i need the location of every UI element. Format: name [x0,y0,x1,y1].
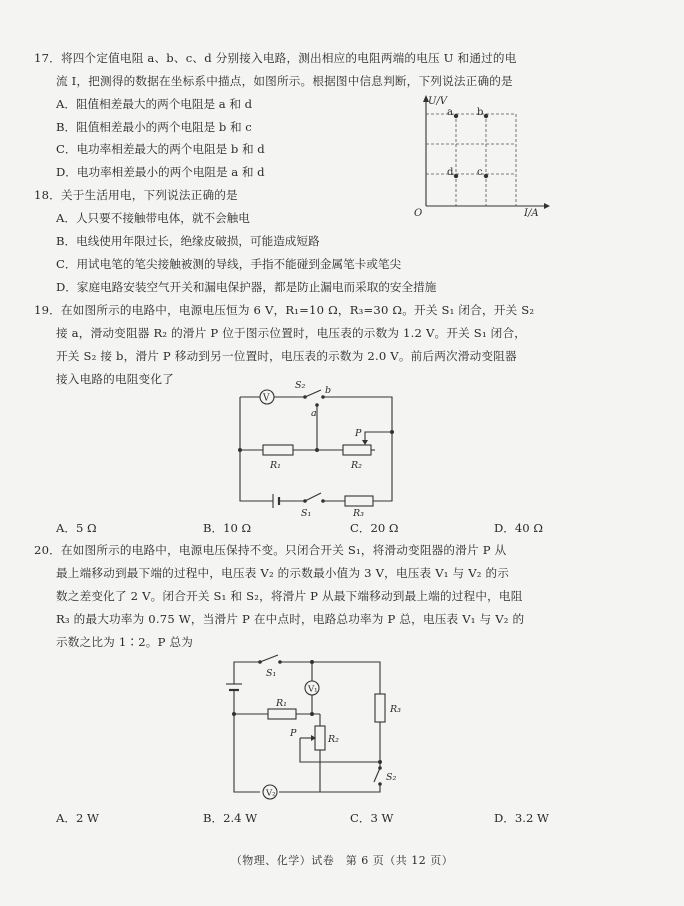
q18-option-b: B．电线使用年限过长，绝缘皮破损，可能造成短路 [56,234,320,248]
slider-arrow [362,440,368,445]
r1-label: R₁ [270,460,281,471]
s2-label: S₂ [386,772,397,783]
x-axis-arrow [544,203,550,209]
point-c [484,174,488,178]
r3-label: R₃ [390,704,401,715]
data-points [447,107,488,178]
q20-stem-line-1: 20．在如图所示的电路中，电源电压保持不变。只闭合开关 S₁，将滑动变阻器的滑片 P 从 [34,543,507,557]
q18-option-d: D．家庭电路安装空气开关和漏电保护器，都是防止漏电而采取的安全措施 [56,280,437,294]
s1-label: S₁ [301,508,312,518]
point-label-c: c [477,167,483,178]
q17-option-d: D．电功率相差最小的两个电阻是 a 和 d [56,165,265,179]
grid [426,114,516,206]
r2-label: R₂ [351,460,362,471]
q17-option-c: C．电功率相差最大的两个电阻是 b 和 d [56,142,265,156]
q19-stem-line-4: 接入电路的电阻变化了 [56,372,174,386]
r1-label: R₁ [276,698,287,709]
origin-label: O [414,208,423,218]
point-b [484,114,488,118]
q19-stem-line-2: 接 a，滑动变阻器 R₂ 的滑片 P 位于图示位置时，电压表的示数为 1.2 V。开关 S₁ 闭合， [56,326,527,340]
r3-label: R₃ [353,508,364,518]
r1-resistor [263,445,293,455]
x-axis-label: I/A [524,208,539,218]
s2-switch-blade [305,390,321,397]
q20-stem-line-2: 最上端移动到最下端的过程中，电压表 V₂ 的示数最小值为 3 V，电压表 V₁ 与 V₂ 的示 [56,566,510,580]
q19-option-c: C．20 Ω [350,521,399,535]
r2-rheostat [315,726,325,750]
q18-option-a: A．人只要不接触带电体，就不会触电 [56,211,250,225]
q17-option-a: A．阻值相差最大的两个电阻是 a 和 d [56,97,253,111]
q20-stem-line-3: 数之差变化了 2 V。闭合开关 S₁ 和 S₂，将滑片 P 从最下端移动到最上端的过程中，电阻 [56,589,523,603]
q19-option-d: D．40 Ω [494,521,543,535]
q18-option-c: C．用试电笔的笔尖接触被测的导线，手指不能碰到金属笔卡或笔尖 [56,257,402,271]
q17-stem-line-1: 17．将四个定值电阻 a、b、c、d 分别接入电路，测出相应的电阻两端的电压 U 和通过的电 [34,51,517,65]
point-label-d: d [447,167,454,178]
r2-rheostat [343,445,371,455]
v1-label: V₁ [308,684,318,695]
point-d [454,174,458,178]
s2-switch-blade [374,768,380,782]
s1-switch-blade [305,493,321,501]
y-axis-label: U/V [428,96,448,107]
s1-switch-blade [260,655,278,662]
page-footer: （物理、化学）试卷 第 6 页（共 12 页） [230,854,454,867]
point-a [454,114,458,118]
q19-circuit-diagram [225,378,415,518]
r3-resistor [345,496,373,506]
r1-resistor [268,709,296,719]
q17-ui-graph [404,92,554,218]
slider-p-label: P [355,428,362,439]
q20-option-d: D．3.2 W [494,811,549,825]
q20-circuit-diagram [220,652,420,802]
q17-option-b: B．阻值相差最小的两个电阻是 b 和 c [56,120,252,134]
v2-label: V₂ [266,788,276,799]
q19-option-b: B．10 Ω [203,521,252,535]
point-label-a: a [447,107,453,118]
q20-stem-line-4: R₃ 的最大功率为 0.75 W，当滑片 P 在中点时，电路总功率为 P 总，电压表 V₁ 与 V₂ 的 [56,612,525,626]
r3-resistor [375,694,385,722]
q17-stem-line-2: 流 I，把测得的数据在坐标系中描点，如图所示。根据图中信息判断，下列说法正确的是 [56,74,513,88]
q19-option-a: A．5 Ω [56,521,97,535]
q20-option-b: B．2.4 W [203,811,258,825]
q20-stem-line-5: 示数之比为 1∶2。P 总为 [56,635,194,649]
point-label-b: b [477,107,484,118]
q19-stem-line-1: 19．在如图所示的电路中，电源电压恒为 6 V，R₁=10 Ω，R₃=30 Ω。开关 S₁ 闭合，开关 S₂ [34,303,535,317]
q20-option-c: C．3 W [350,811,394,825]
q20-option-a: A．2 W [56,811,99,825]
q18-stem: 18．关于生活用电，下列说法正确的是 [34,188,238,202]
contact-a-label: a [311,408,317,419]
s1-label: S₁ [266,668,277,679]
voltmeter-label: V [263,393,270,404]
q19-stem-line-3: 开关 S₂ 接 b，滑片 P 移动到另一位置时，电压表的示数为 2.0 V。前后两次滑动变阻器 [56,349,517,363]
contact-b-label: b [325,385,332,396]
s2-label: S₂ [295,380,306,391]
slider-p-label: P [290,728,297,739]
r2-label: R₂ [328,734,339,745]
